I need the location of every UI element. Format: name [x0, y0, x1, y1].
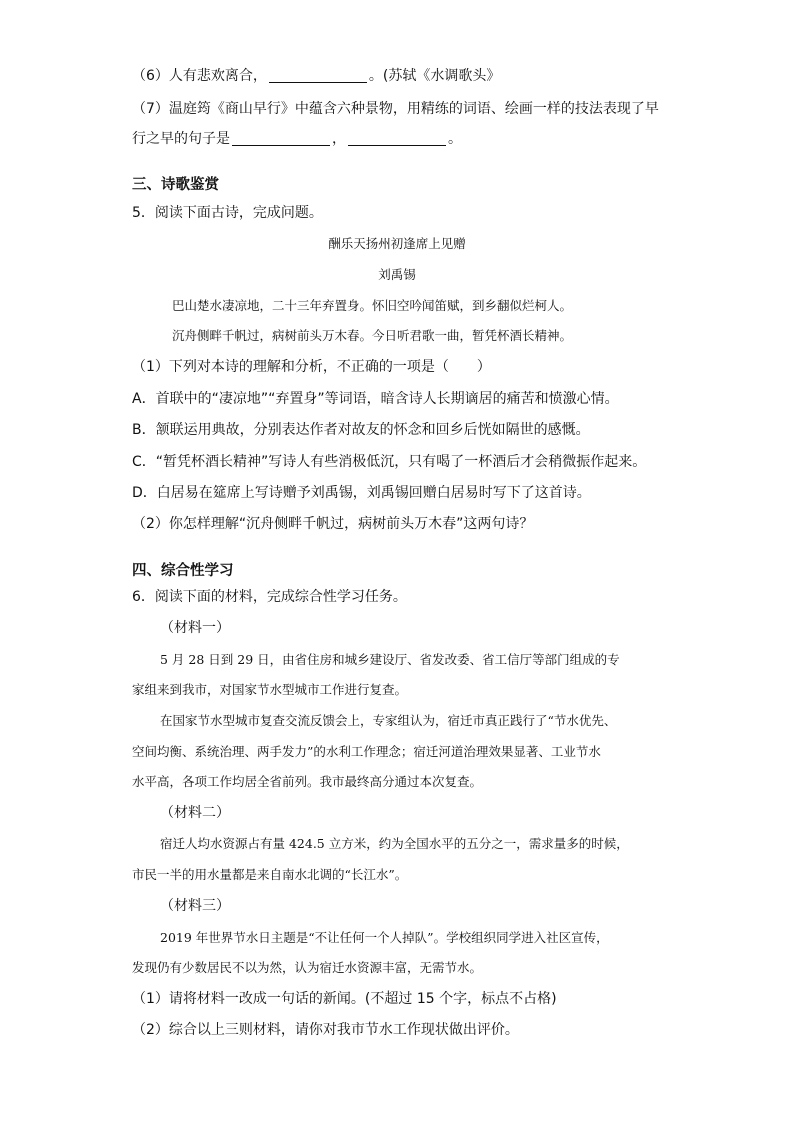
question-5-sub1: （1）下列对本诗的理解和分析，不正确的一项是（ ）	[132, 359, 491, 375]
material-1-text: 水平高，各项工作均居全省前列。我市最终高分通过本次复查。	[132, 774, 483, 789]
material-2-text: 宿迁人均水资源占有量 424.5 立方米，约为全国水平的五分之一，需求量多的时候，	[160, 836, 629, 851]
fill-blank-7-post: 。	[448, 131, 462, 147]
poem-title: 酬乐天扬州初逢席上见赠	[328, 236, 466, 251]
fill-blank-7-line2	[132, 129, 462, 149]
material-1-text: 空间均衡、系统治理、两手发力”的水利工作理念；宿迁河道治理效果显著、工业节水	[132, 744, 601, 759]
poem-line-2: 沉舟侧畔千帆过，病树前头万木春。今日听君歌一曲，暂凭杯酒长精神。	[172, 328, 573, 343]
question-6-sub2: （2）综合以上三则材料，请你对我市节水工作现状做出评价。	[132, 1022, 519, 1038]
material-1-text: 家组来到我市，对国家节水型城市工作进行复查。	[132, 682, 408, 697]
answer-blank[interactable]	[232, 131, 330, 146]
fill-blank-6	[132, 66, 500, 86]
material-1-label: （材料一）	[160, 620, 230, 636]
material-2-label: （材料二）	[160, 805, 230, 821]
option-d[interactable]: D．白居易在筵席上写诗赠予刘禹锡，刘禹锡回赠白居易时写下了这首诗。	[132, 485, 591, 501]
question-6-sub1: （1）请将材料一改成一句话的新闻。(不超过 15 个字，标点不占格)	[132, 991, 557, 1007]
fill-blank-7-pre: 行之早的句子是	[132, 131, 230, 147]
material-3-text: 发现仍有少数居民不以为然，认为宿迁水资源丰富，无需节水。	[132, 960, 483, 975]
question-6-prompt: 6．阅读下面的材料，完成综合性学习任务。	[132, 589, 407, 605]
answer-blank[interactable]	[269, 68, 367, 83]
answer-blank[interactable]	[348, 131, 446, 146]
material-2-text: 市民一半的用水量都是来自南水北调的“长江水”。	[132, 867, 408, 882]
material-1-text: 5 月 28 日到 29 日，由省住房和城乡建设厅、省发改委、省工信厅等部门组成的专	[160, 652, 620, 667]
question-5-sub2: （2）你怎样理解“沉舟侧畔千帆过，病树前头万木春”这两句诗？	[132, 516, 534, 532]
section-heading-comprehensive: 四、综合性学习	[132, 563, 234, 579]
option-a[interactable]: A．首联中的“凄凉地”“弃置身”等词语，暗含诗人长期谪居的痛苦和愤激心情。	[132, 391, 619, 407]
option-c[interactable]: C．“暂凭杯酒长精神”写诗人有些消极低沉，只有喝了一杯酒后才会稍微振作起来。	[132, 454, 647, 470]
material-3-label: （材料三）	[160, 898, 230, 914]
fill-blank-7-mid: ，	[332, 131, 346, 147]
section-heading-poetry: 三、诗歌鉴赏	[132, 177, 219, 193]
poem-line-1: 巴山楚水凄凉地，二十三年弃置身。怀旧空吟闻笛赋，到乡翻似烂柯人。	[172, 298, 573, 313]
material-1-text: 在国家节水型城市复查交流反馈会上，专家组认为，宿迁市真正践行了“节水优先、	[160, 713, 617, 728]
poem-author: 刘禹锡	[378, 267, 416, 282]
fill-blank-6-pre: （6）人有悲欢离合，	[132, 68, 267, 84]
fill-blank-7-line1: （7）温庭筠《商山早行》中蕴含六种景物，用精练的词语、绘画一样的技法表现了早	[132, 101, 659, 117]
material-3-text: 2019 年世界节水日主题是“不让任何一个人掉队”。学校组织同学进入社区宣传，	[160, 930, 609, 945]
option-b[interactable]: B．颔联运用典故，分别表达作者对故友的怀念和回乡后恍如隔世的感慨。	[132, 422, 590, 438]
fill-blank-6-post: 。(苏轼《水调歌头》	[368, 68, 501, 84]
question-5-prompt: 5．阅读下面古诗，完成问题。	[132, 205, 323, 221]
